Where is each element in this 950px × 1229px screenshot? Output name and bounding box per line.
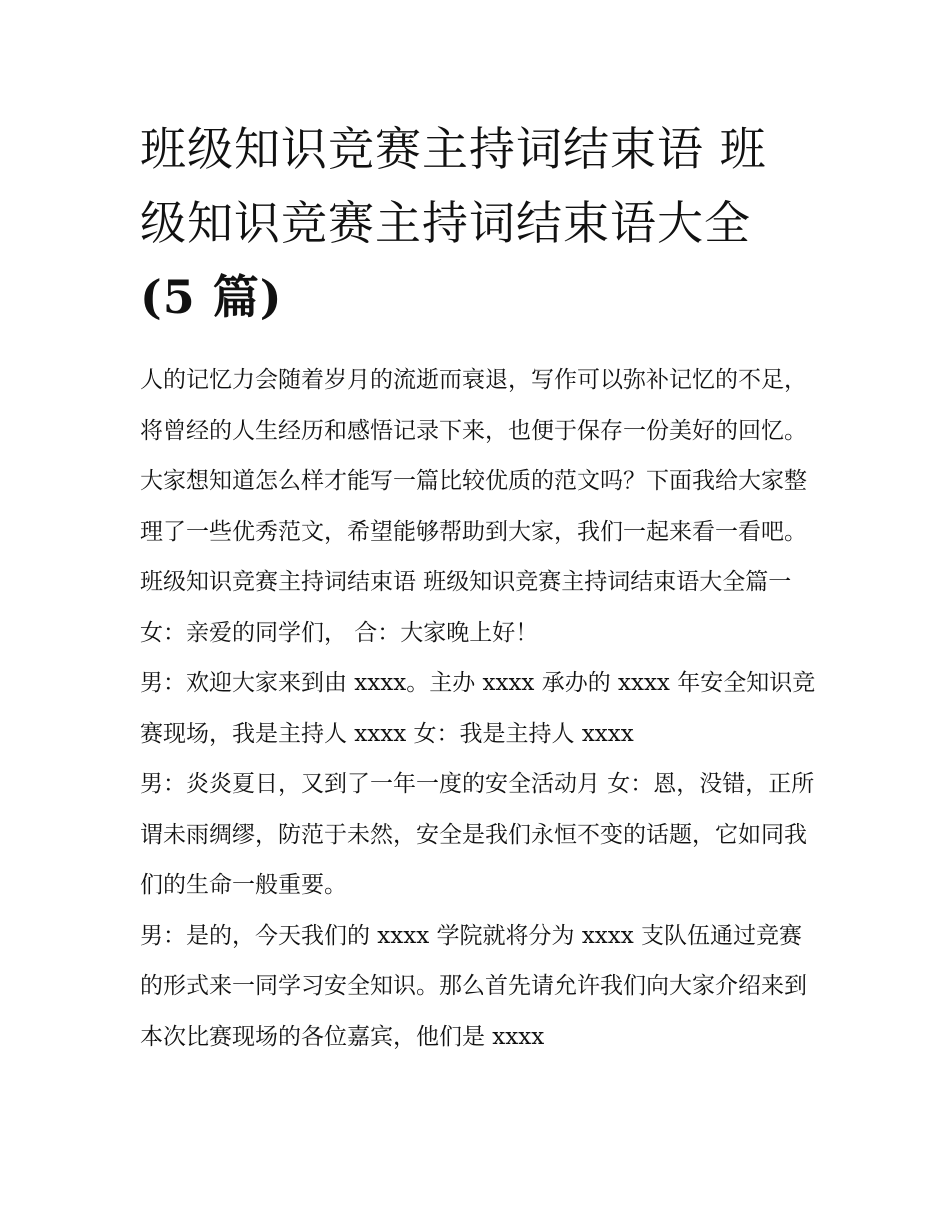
paragraph-dialogue-2: 男：炎炎夏日，又到了一年一度的安全活动月 女：恩，没错，正所谓未雨绸缪，防范于未然，安全是我们永恒不变的话题，它如同我们的生命一般重要。 <box>140 771 815 898</box>
document-title <box>140 112 820 334</box>
paragraph-dialogue-1: 男：欢迎大家来到由 xxxx。主办 xxxx 承办的 xxxx 年安全知识竞赛现场，我是主持人 xxxx 女：我是主持人 xxxx <box>140 670 816 747</box>
paragraph-intro: 人的记忆力会随着岁月的流逝而衰退，写作可以弥补记忆的不足，将曾经的人生经历和感悟记录下来，也便于保存一份美好的回忆。大家想知道怎么样才能写一篇比较优质的范文吗？下面我给大家整理了一些优秀范文，希望能够帮助到大家，我们一起来看一看吧。 <box>140 367 807 545</box>
document-body <box>140 355 820 1062</box>
title-line-3: (5 篇) <box>140 270 283 324</box>
title-line-2: 级知识竞赛主持词结束语大全 <box>140 196 751 250</box>
title-line-1: 班级知识竞赛主持词结束语 班 <box>140 122 767 176</box>
paragraph-dialogue-3: 男：是的，今天我们的 xxxx 学院就将分为 xxxx 支队伍通过竞赛的形式来一同学习安全知识。那么首先请允许我们向大家介绍来到本次比赛现场的各位嘉宾，他们是 xxxx <box>140 922 807 1050</box>
paragraph-heading: 班级知识竞赛主持词结束语 班级知识竞赛主持词结束语大全篇一 女：亲爱的同学们， 合：大家晚上好！ <box>140 569 792 646</box>
